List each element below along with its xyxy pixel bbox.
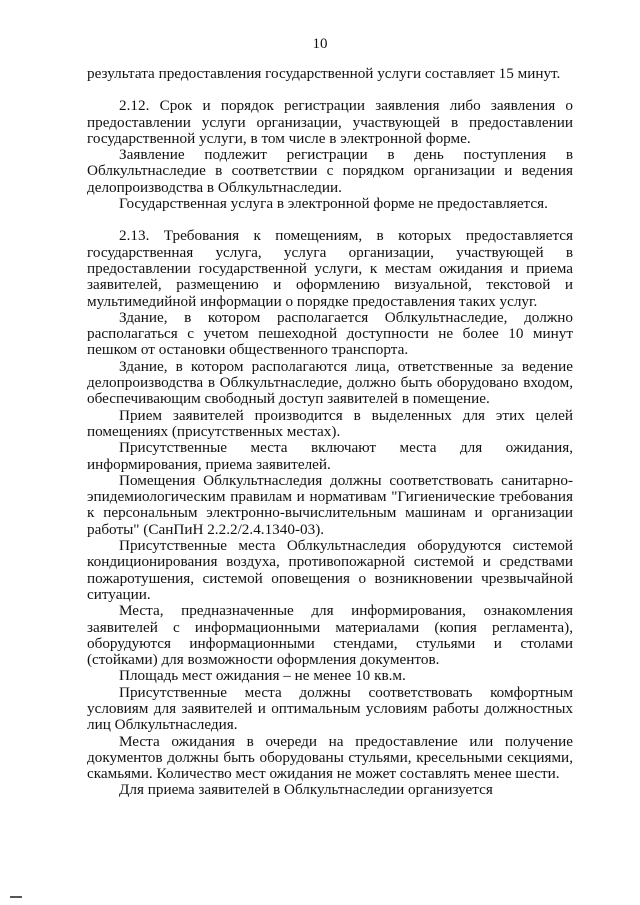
- paragraph-electronic-form: Государственная услуга в электронной форме не предоставляется.: [119, 195, 548, 213]
- paragraph-sanitary: Помещения Облкультнаследия должны соответствовать санитарно-эпидемиологическим правилам и нормативам "Гигиенические требования к персональным электронно-вычислительным машинам и организации работы" (СанПиН 2.2.2/2.4.1340-03).: [87, 471, 573, 538]
- paragraph-gap: [87, 212, 573, 228]
- paragraph-building-location: Здание, в котором располагается Облкультнаследие, должно располагаться с учетом пешеходной доступности не более 10 минут пешком от остановки общественного транспорта.: [87, 308, 573, 359]
- document-body: [87, 66, 573, 799]
- paragraph-result-time: результата предоставления государственной услуги составляет 15 минут.: [87, 65, 561, 82]
- paragraph-gap: [87, 82, 573, 98]
- page-number: 10: [312, 36, 328, 52]
- paragraph-registration: Заявление подлежит регистрации в день поступления в Облкультнаследие в соответствии с порядком организации и ведения делопроизводства в Облкультнаследии.: [87, 146, 573, 196]
- paragraph-queue-seating: Места ожидания в очереди на предоставление или получение документов должны быть оборудованы стульями, кресельными секциями, скамьями. Количество мест ожидания не может составлять менее шести.: [87, 732, 573, 783]
- paragraph-safety-systems: Присутственные места Облкультнаследия оборудуются системой кондиционирования воздуха, противопожарной системой и средствами пожаротушения, системой оповещения о возникновении чрезвычайной ситуации.: [87, 537, 573, 603]
- paragraph-reception-organized: Для приема заявителей в Облкультнаследии организуется: [119, 781, 493, 799]
- paragraph-comfort: Присутственные места должны соответствовать комфортным условиям для заявителей и оптимальным условиям работы должностных лиц Облкультнаследия.: [87, 683, 573, 734]
- paragraph-section-2-12: 2.12. Срок и порядок регистрации заявления либо заявления о предоставлении услуги организации, участвующей в предоставлении государственной услуги, в том числе в электронной форме.: [87, 97, 573, 147]
- paragraph-section-2-13: 2.13. Требования к помещениям, в которых предоставляется государственная услуга, услуга организации, участвующей в предоставлении государственной услуги, к местам ожидания и приема заявителей, размещению и оформлению визуальной, текстовой и мультимедийной информации о порядке предоставления таких услуг.: [87, 227, 573, 310]
- paragraph-information-places: Места, предназначенные для информирования, ознакомления заявителей с информационными материалами (копия регламента), оборудуются информационными стендами, стульями и столами (стойками) для возможности оформления документов.: [87, 602, 573, 669]
- paragraph-waiting-area: Площадь мест ожидания – не менее 10 кв.м.: [119, 667, 406, 685]
- paragraph-places-include: Присутственные места включают места для ожидания, информирования, приема заявителей.: [87, 439, 573, 473]
- paragraph-reception-rooms: Прием заявителей производится в выделенных для этих целей помещениях (присутственных местах).: [87, 406, 573, 440]
- paragraph-building-entrance: Здание, в котором располагаются лица, ответственные за ведение делопроизводства в Облкультнаследие, должно быть оборудовано входом, обеспечивающим свободный доступ заявителей в помещение.: [87, 357, 573, 408]
- scan-edge-mark: [10, 896, 22, 898]
